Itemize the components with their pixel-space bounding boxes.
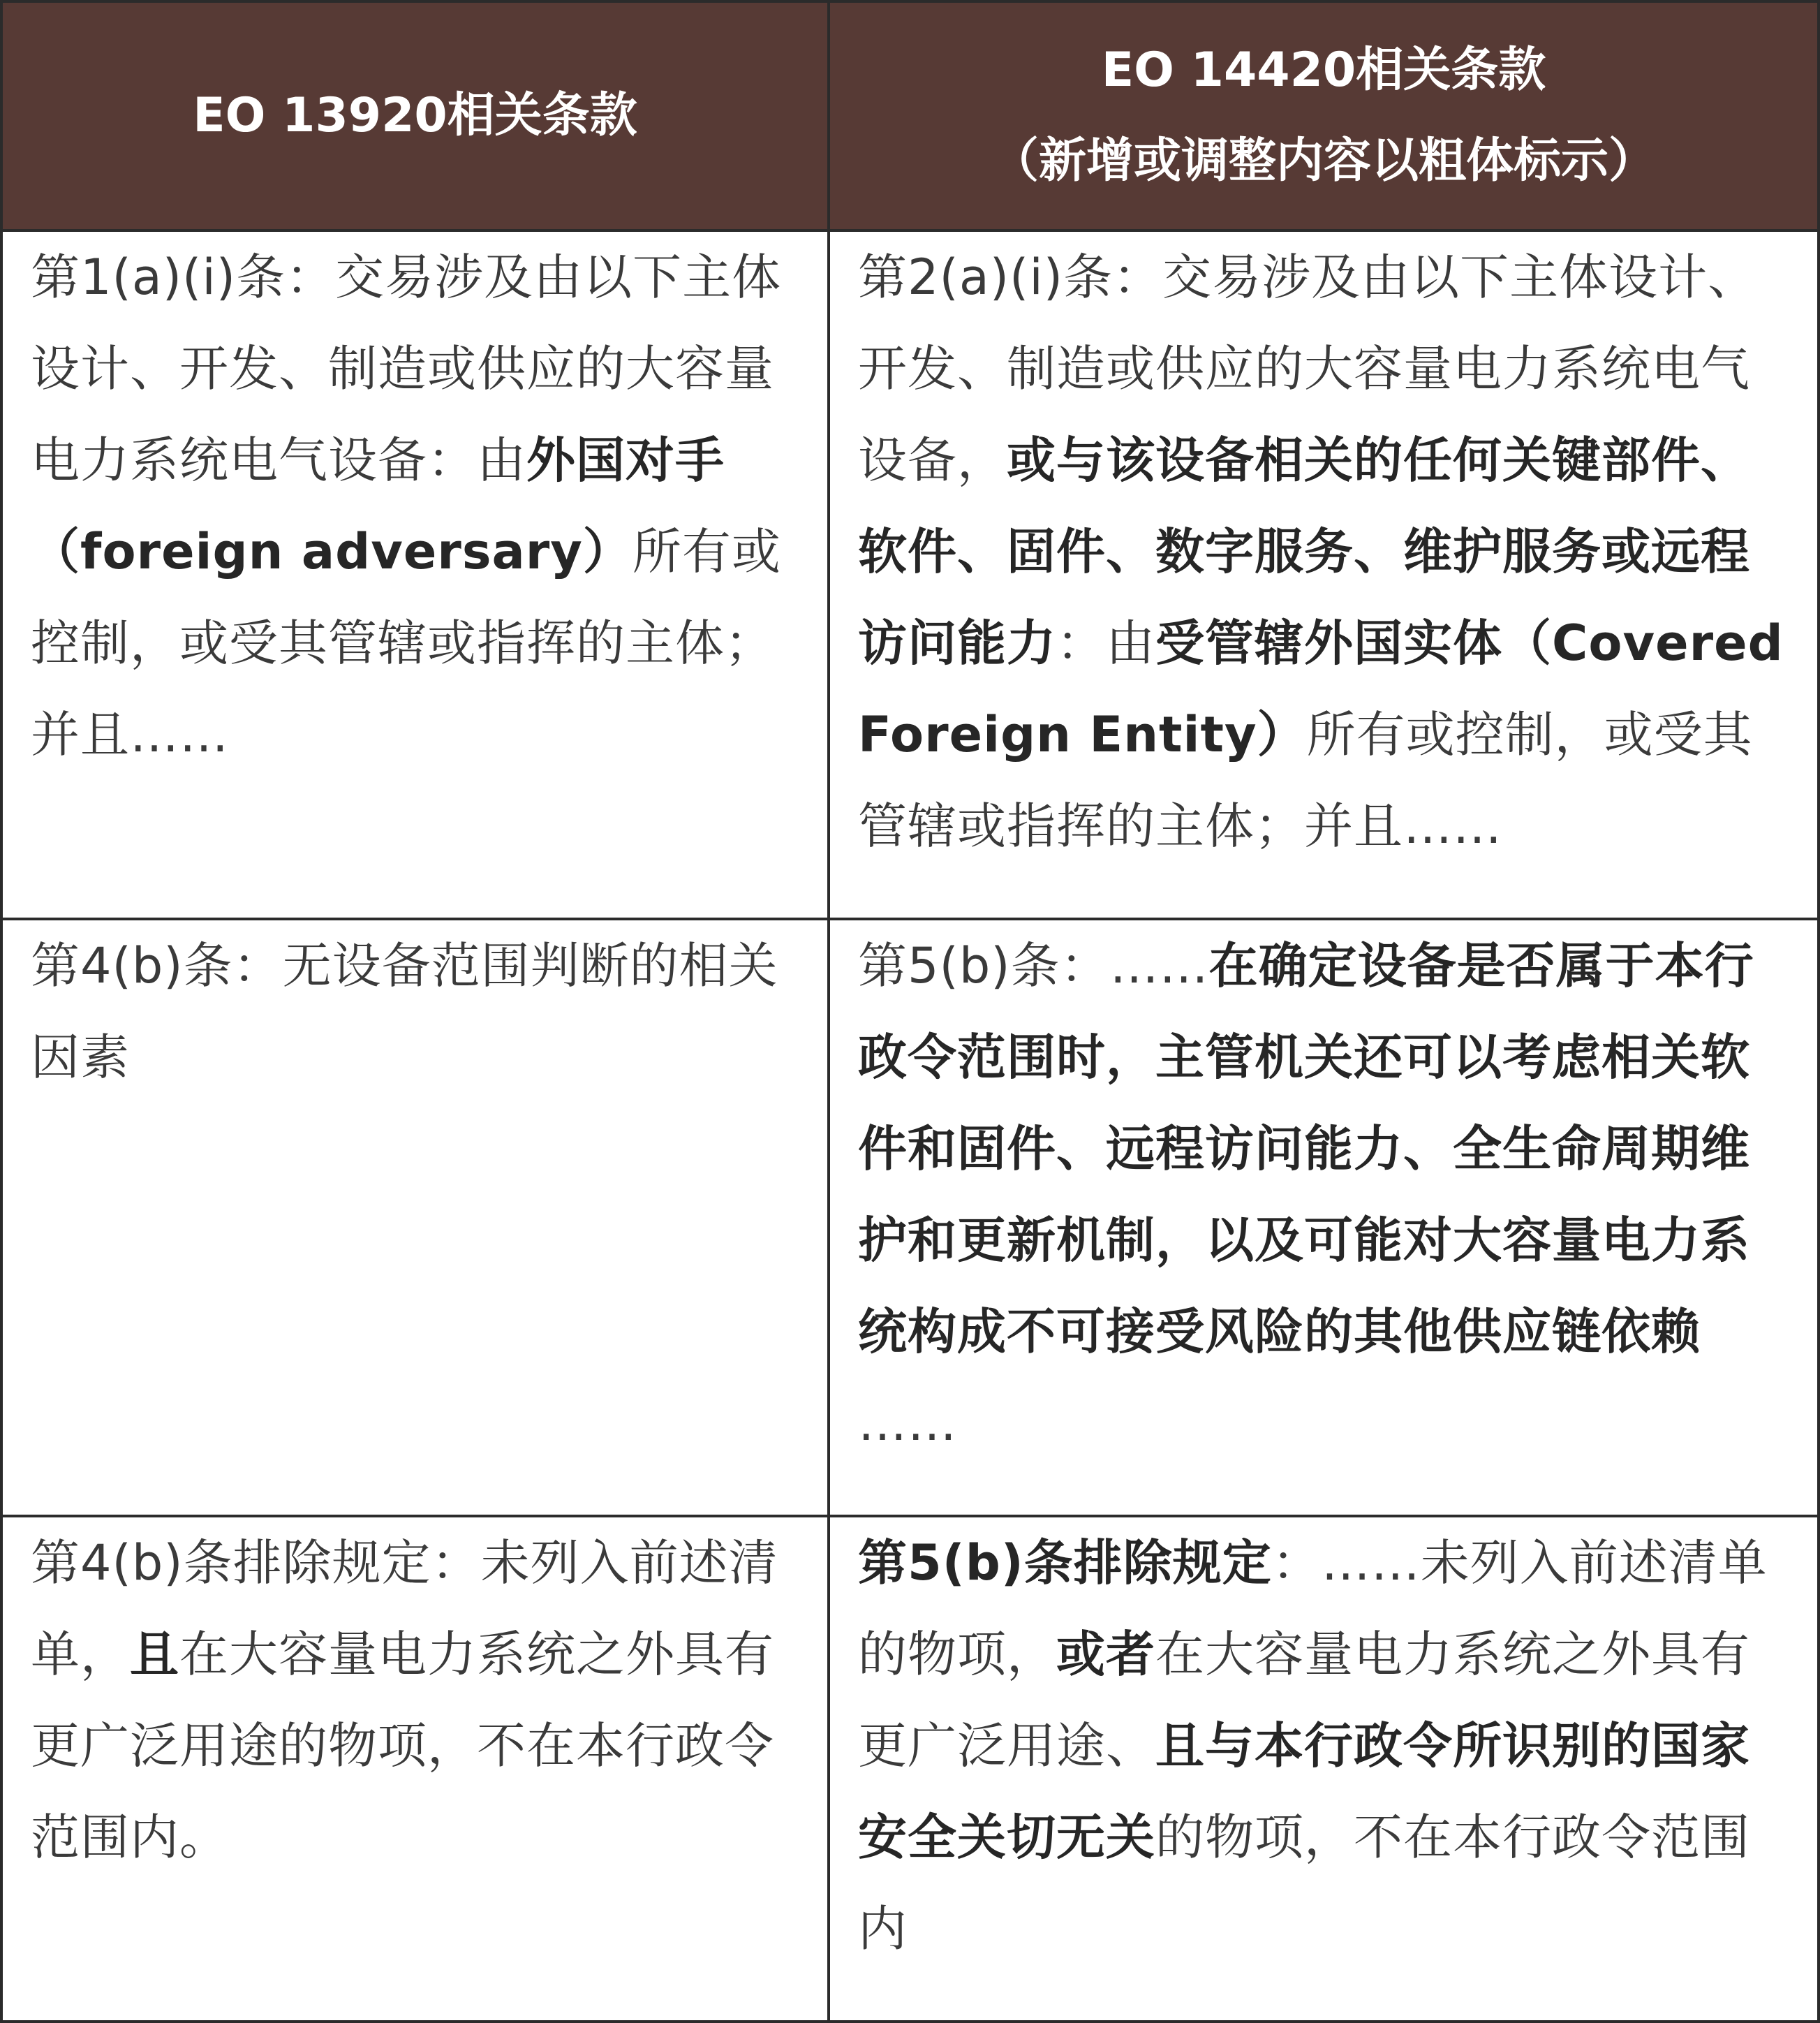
text-run-bold: 受管辖外国实体（Covered Foreign Entity）: [858, 615, 1784, 763]
header-right-title: EO 14420相关条款: [1101, 43, 1546, 98]
row2-left-cell: [3, 920, 830, 1517]
header-left-title: EO 13920相关条款: [193, 88, 637, 143]
text-run: 第4(b)条：无设备范围判断的相关因素: [31, 937, 778, 1086]
text-run-bold: 且与本行政令所识别的国家安全关切无关: [858, 1717, 1750, 1866]
text-run: 在大容量电力系统之外具有更广泛用途的物项，不在本行政令范围内。: [31, 1626, 774, 1866]
row1-right-cell: [830, 232, 1817, 920]
text-run-bold: 或与该设备相关的任何关键部件、软件、固件、数字服务、维护服务或远程访问能力: [858, 432, 1750, 672]
text-run: ：由: [1056, 615, 1155, 672]
text-run-bold: 第5(b)条排除规定: [858, 1534, 1272, 1591]
header-right-subtitle: （新增或调整内容以粗体标示）: [991, 133, 1656, 189]
text-run: 的物项，不在本行政令范围内: [858, 1809, 1750, 1957]
row3-left-text: [31, 1517, 801, 1883]
text-run-bold: 或者: [1056, 1626, 1155, 1683]
text-run: 在大容量电力系统之外具有更广泛用途、: [858, 1626, 1750, 1774]
row2-right-text: [858, 920, 1791, 1469]
text-run: 第5(b)条：……: [858, 937, 1209, 994]
text-run: ：……未列入前述清单的物项，: [858, 1534, 1768, 1683]
text-run-bold: 外国对手（foreign adversary）: [31, 432, 725, 580]
row3-right-text: [858, 1517, 1791, 1975]
text-run: 所有或控制，或受其管辖或指挥的主体；并且……: [858, 706, 1753, 855]
header-left: [3, 3, 830, 232]
text-run-bold: 在确定设备是否属于本行政令范围时，主管机关还可以考虑相关软件和固件、远程访问能力、全生命周期维护和更新机制，以及可能对大容量电力系统构成不可接受风险的其他供应链依赖: [858, 937, 1754, 1360]
row3-right-cell: [830, 1517, 1817, 2020]
text-run-bold: 且: [130, 1626, 179, 1683]
row1-left-cell: [3, 232, 830, 920]
row2-left-text: [31, 920, 801, 1103]
text-run: ……: [858, 1395, 957, 1452]
text-run: 第4(b)条排除规定：未列入前述清单，: [31, 1534, 778, 1683]
row3-left-cell: [3, 1517, 830, 2020]
header-right: [830, 3, 1817, 232]
text-run: 第1(a)(i)条：交易涉及由以下主体设计、开发、制造或供应的大容量电力系统电气设备：由: [31, 249, 782, 489]
text-run: 第2(a)(i)条：交易涉及由以下主体设计、开发、制造或供应的大容量电力系统电气设备，: [858, 249, 1758, 489]
row2-right-cell: [830, 920, 1817, 1517]
row1-left-text: [31, 232, 801, 781]
row1-right-text: [858, 232, 1791, 872]
text-run: 所有或控制，或受其管辖或指挥的主体；并且……: [31, 523, 781, 763]
